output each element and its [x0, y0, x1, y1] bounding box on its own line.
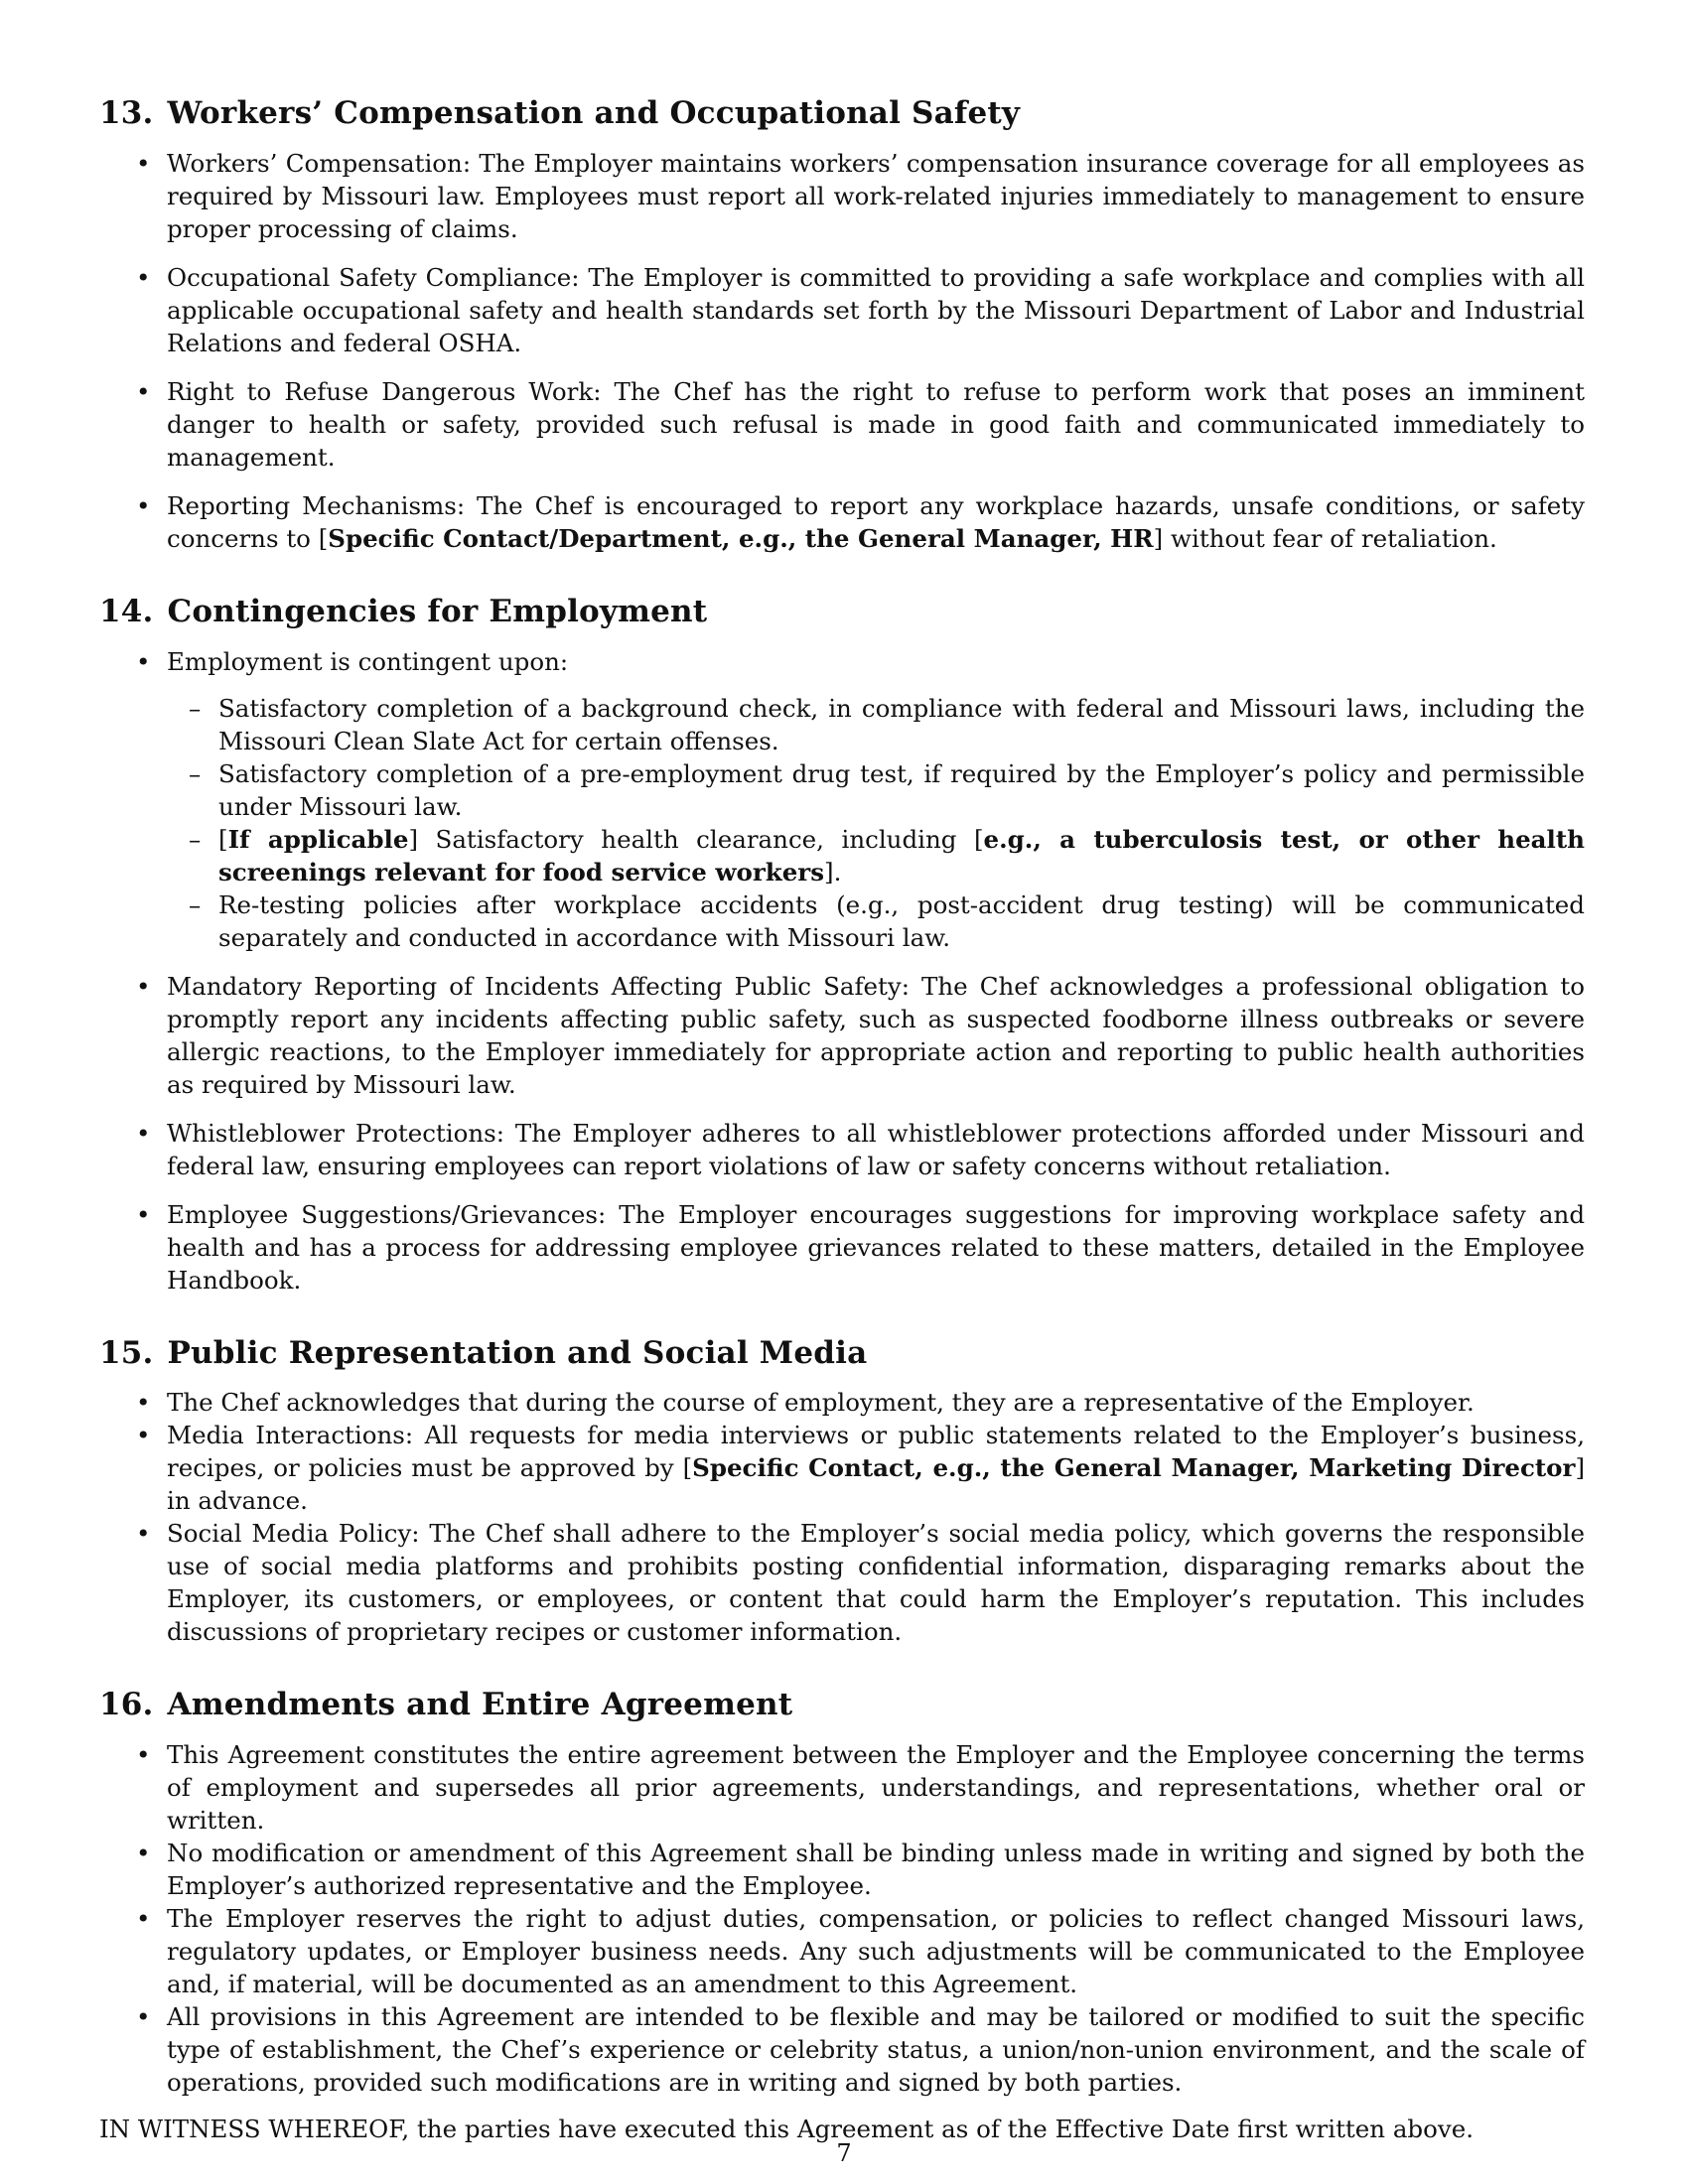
- section-13-heading: [99, 94, 1585, 133]
- sub-list-item: – Satisfactory completion of a pre-employment drug test, if required by the Employer’s policy and permissible under Missouri law.: [159, 757, 1585, 823]
- list-item: • Social Media Policy: The Chef shall adhere to the Employer’s social media policy, which governs the responsible use of social media platforms and prohibits posting confidential information, disparaging remarks about the Employer, its customers, or employees, or content that could harm the Employer’s reputation. This includes discussions of proprietary recipes or customer information.: [99, 1517, 1585, 1648]
- placeholder-text: Specific Contact/Department, e.g., the General Manager, HR: [328, 523, 1154, 553]
- text-run: ].: [824, 857, 842, 887]
- section-title: Amendments and Entire Agreement: [167, 1687, 793, 1723]
- section-16-heading: [99, 1686, 1585, 1724]
- list-item: • Mandatory Reporting of Incidents Affecting Public Safety: The Chef acknowledges a professional obligation to promptly report any incidents affecting public safety, such as suspected foodborne illness outbreaks or severe allergic reactions, to the Employer immediately for appropriate action and reporting to public health authorities as required by Missouri law.: [99, 970, 1585, 1101]
- section-title: Workers’ Compensation and Occupational Safety: [167, 95, 1021, 131]
- list-item: [99, 645, 1585, 954]
- list-item: • Occupational Safety Compliance: The Employer is committed to providing a safe workplace and complies with all applicable occupational safety and health standards set forth by the Missouri Department of Labor and Industrial Relations and federal OSHA.: [99, 261, 1585, 359]
- list-item: • No modification or amendment of this Agreement shall be binding unless made in writing and signed by both the Employer’s authorized representative and the Employee.: [99, 1837, 1585, 1902]
- section-15-list: [99, 1386, 1585, 1648]
- section-14: [99, 593, 1585, 1297]
- list-item: • The Chef acknowledges that during the course of employment, they are a representative of the Employer.: [99, 1386, 1585, 1419]
- list-item: • Whistleblower Protections: The Employer adheres to all whistleblower protections afforded under Missouri and federal law, ensuring employees can report violations of law or safety concerns without retaliation.: [99, 1117, 1585, 1182]
- list-item: • All provisions in this Agreement are intended to be flexible and may be tailored or modified to suit the specific type of establishment, the Chef’s experience or celebrity status, a union/non-union environment, and the scale of operations, provided such modifications are in writing and signed by both parties.: [99, 2000, 1585, 2099]
- list-item: • Right to Refuse Dangerous Work: The Chef has the right to refuse to perform work that poses an imminent danger to health or safety, provided such refusal is made in good faith and communicated immediately to management.: [99, 375, 1585, 474]
- section-14-list: [99, 645, 1585, 1297]
- section-14-heading: [99, 593, 1585, 631]
- sub-list: [167, 692, 1585, 954]
- text-run: ] Satisfactory health clearance, including [: [408, 824, 984, 854]
- text-run: Reporting Mechanisms: The Chef is encouraged to report any workplace hazards, unsafe conditions, or safety concerns to [: [167, 490, 1585, 553]
- text-run: ] in advance.: [167, 1453, 1585, 1516]
- text-run: Media Interactions: All requests for media interviews or public statements related to the Employer’s business, recipes, or policies must be approved by [: [167, 1421, 1585, 1483]
- page-number: 7: [836, 2139, 852, 2167]
- section-15-heading: [99, 1334, 1585, 1373]
- section-13-list: [99, 147, 1585, 555]
- section-number: 13.: [99, 95, 154, 131]
- placeholder-text: Specific Contact, e.g., the General Manager, Marketing Director: [692, 1453, 1576, 1483]
- sub-list-item: [159, 823, 1585, 888]
- list-item: • Workers’ Compensation: The Employer maintains workers’ compensation insurance coverage for all employees as required by Missouri law. Employees must report all work-related injuries immediately to management to ensure proper processing of claims.: [99, 147, 1585, 245]
- placeholder-text: If applicable: [227, 824, 409, 854]
- list-item: • This Agreement constitutes the entire agreement between the Employer and the Employee concerning the terms of employment and supersedes all prior agreements, understandings, and representations, whether oral or written.: [99, 1738, 1585, 1837]
- text-run: [: [218, 824, 228, 854]
- section-number: 15.: [99, 1334, 154, 1371]
- section-title: Contingencies for Employment: [167, 593, 708, 629]
- text-run: ] without fear of retaliation.: [1153, 523, 1497, 553]
- section-16: [99, 1686, 1585, 2099]
- list-item: • Employee Suggestions/Grievances: The Employer encourages suggestions for improving workplace safety and health and has a process for addressing employee grievances related to these matters, detailed in the Employee Handbook.: [99, 1198, 1585, 1297]
- text-run: Employment is contingent upon:: [167, 646, 569, 676]
- section-number: 16.: [99, 1687, 154, 1723]
- sub-list-item: – Satisfactory completion of a background check, in compliance with federal and Missouri laws, including the Missouri Clean Slate Act for certain offenses.: [159, 692, 1585, 757]
- section-13: [99, 94, 1585, 555]
- placeholder-text: e.g., a tuberculosis test, or other health screenings relevant for food service workers: [218, 824, 1585, 887]
- section-title: Public Representation and Social Media: [167, 1334, 868, 1371]
- list-item: [99, 1419, 1585, 1517]
- witness-clause: IN WITNESS WHEREOF, the parties have executed this Agreement as of the Effective Date first written above.: [99, 2115, 1474, 2143]
- section-15: [99, 1334, 1585, 1649]
- section-number: 14.: [99, 593, 154, 629]
- list-item: [99, 489, 1585, 555]
- sub-list-item: – Re-testing policies after workplace accidents (e.g., post-accident drug testing) will be communicated separately and conducted in accordance with Missouri law.: [159, 888, 1585, 954]
- list-item: • The Employer reserves the right to adjust duties, compensation, or policies to reflect changed Missouri laws, regulatory updates, or Employer business needs. Any such adjustments will be communicated to the Employee and, if material, will be documented as an amendment to this Agreement.: [99, 1902, 1585, 2000]
- section-16-list: [99, 1738, 1585, 2099]
